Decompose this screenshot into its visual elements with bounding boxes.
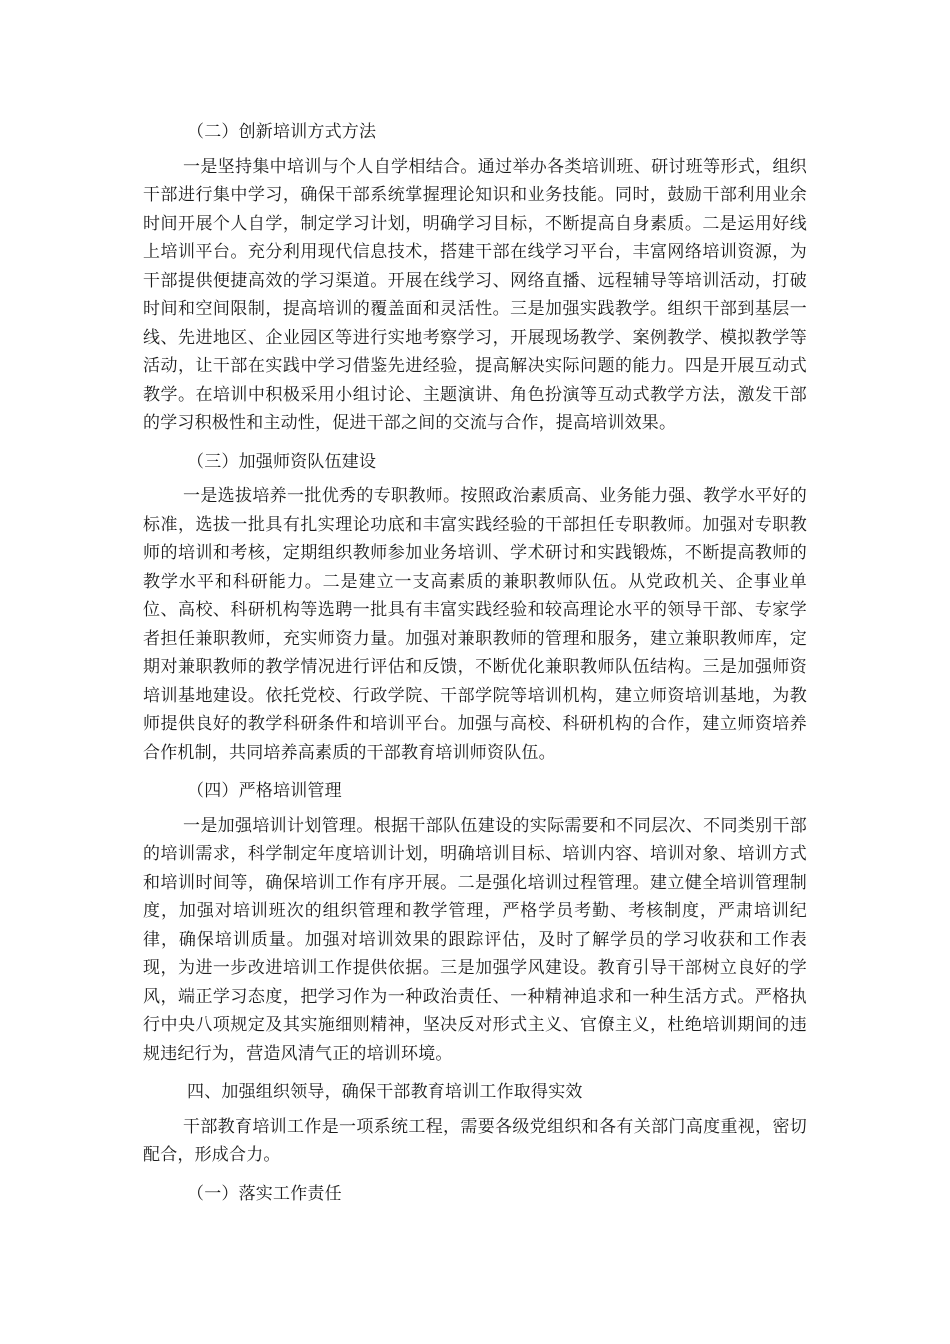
section-heading-teacher-team: （三）加强师资队伍建设 <box>187 451 377 472</box>
section-heading-innovate-methods: （二）创新培训方式方法 <box>187 122 377 142</box>
document-body <box>143 118 807 1208</box>
section-heading-organizational-leadership: 四、加强组织领导，确保干部教育培训工作取得实效 <box>187 1082 583 1102</box>
section-heading-training-management: （四）严格培训管理 <box>187 781 342 801</box>
paragraph-innovate-methods: 一是坚持集中培训与个人自学相结合。通过举办各类培训班、研讨班等形式，组织干部进行集中学习，确保干部系统掌握理论知识和业务技能。同时，鼓励干部利用业余时间开展个人自学，制定学习计划，明确学习目标，不断提高自身素质。二是运用好线上培训平台。充分利用现代信息技术，搭建干部在线学习平台，丰富网络培训资源，为干部提供便捷高效的学习渠道。开展在线学习、网络直播、远程辅导等培训活动，打破时间和空间限制，提高培训的覆盖面和灵活性。三是加强实践教学。组织干部到基层一线、先进地区、企业园区等进行实地考察学习，开展现场教学、案例教学、模拟教学等活动，让干部在实践中学习借鉴先进经验，提高解决实际问题的能力。四是开展互动式教学。在培训中积极采用小组讨论、主题演讲、角色扮演等互动式教学方法，激发干部的学习积极性和主动性，促进干部之间的交流与合作，提高培训效果。 <box>143 156 807 433</box>
section-heading-work-responsibility: （一）落实工作责任 <box>187 1183 342 1204</box>
paragraph-organizational-leadership: 干部教育培训工作是一项系统工程，需要各级党组织和各有关部门高度重视，密切配合，形成合力。 <box>143 1116 807 1165</box>
paragraph-training-management: 一是加强培训计划管理。根据干部队伍建设的实际需要和不同层次、不同类别干部的培训需求，科学制定年度培训计划，明确培训目标、培训内容、培训对象、培训方式和培训时间等，确保培训工作有序开展。二是强化培训过程管理。建立健全培训管理制度，加强对培训班次的组织管理和教学管理，严格学员考勤、考核制度，严肃培训纪律，确保培训质量。加强对培训效果的跟踪评估，及时了解学员的学习收获和工作表现，为进一步改进培训工作提供依据。三是加强学风建设。教育引导干部树立良好的学风，端正学习态度，把学习作为一种政治责任、一种精神追求和一种生活方式。严格执行中央八项规定及其实施细则精神，坚决反对形式主义、官僚主义，杜绝培训期间的违规违纪行为，营造风清气正的培训环境。 <box>143 815 807 1064</box>
paragraph-teacher-team: 一是选拔培养一批优秀的专职教师。按照政治素质高、业务能力强、教学水平好的标准，选拔一批具有扎实理论功底和丰富实践经验的干部担任专职教师。加强对专职教师的培训和考核，定期组织教师参加业务培训、学术研讨和实践锻炼，不断提高教师的教学水平和科研能力。二是建立一支高素质的兼职教师队伍。从党政机关、企事业单位、高校、科研机构等选聘一批具有丰富实践经验和较高理论水平的领导干部、专家学者担任兼职教师，充实师资力量。加强对兼职教师的管理和服务，建立兼职教师库，定期对兼职教师的教学情况进行评估和反馈，不断优化兼职教师队伍结构。三是加强师资培训基地建设。依托党校、行政学院、干部学院等培训机构，建立师资培训基地，为教师提供良好的教学科研条件和培训平台。加强与高校、科研机构的合作，建立师资培养合作机制，共同培养高素质的干部教育培训师资队伍。 <box>143 486 807 763</box>
